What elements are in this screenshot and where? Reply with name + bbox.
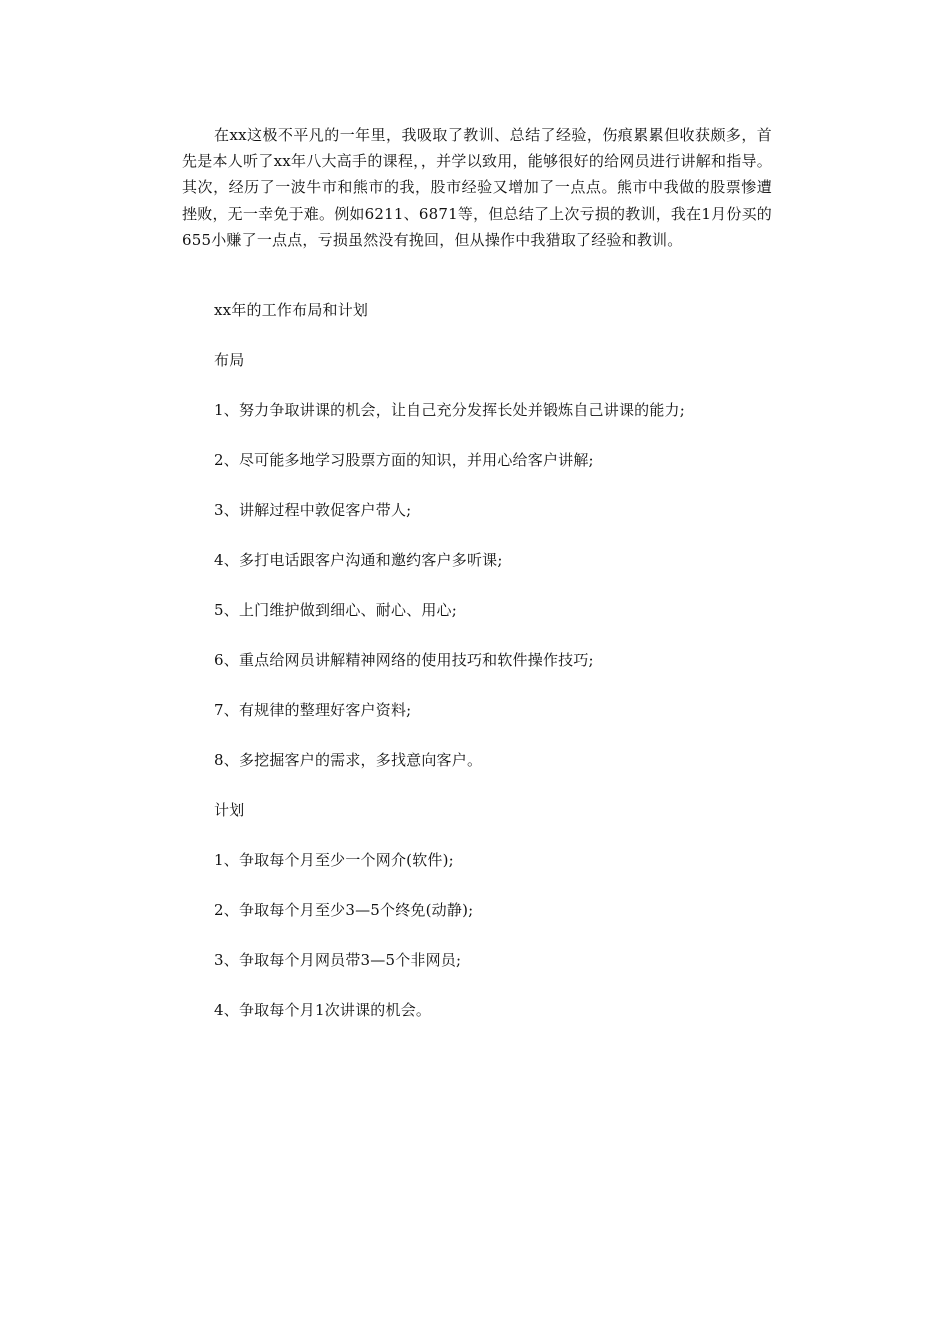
section-title: xx年的工作布局和计划 (214, 301, 369, 319)
layout-item: 3、讲解过程中敦促客户带人; (214, 501, 412, 519)
layout-item: 1、努力争取讲课的机会，让自己充分发挥长处并锻炼自己讲课的能力; (214, 401, 686, 419)
layout-item: 8、多挖掘客户的需求，多找意向客户。 (214, 751, 483, 769)
plan-item: 2、争取每个月至少3—5个终免(动静); (214, 901, 474, 919)
plan-item: 3、争取每个月网员带3—5个非网员; (214, 951, 462, 969)
layout-item: 2、尽可能多地学习股票方面的知识，并用心给客户讲解; (214, 451, 594, 469)
layout-item: 7、有规律的整理好客户资料; (214, 701, 412, 719)
layout-item: 6、重点给网员讲解精神网络的使用技巧和软件操作技巧; (214, 651, 594, 669)
document-body (182, 122, 772, 1019)
plan-item: 4、争取每个月1次讲课的机会。 (214, 1001, 432, 1019)
layout-item: 5、上门维护做到细心、耐心、用心; (214, 601, 457, 619)
plan-item: 1、争取每个月至少一个网介(软件); (214, 851, 454, 869)
plan-heading: 计划 (214, 801, 245, 819)
layout-item: 4、多打电话跟客户沟通和邀约客户多听课; (214, 551, 503, 569)
layout-heading: 布局 (214, 351, 245, 369)
intro-paragraph: 在xx这极不平凡的一年里，我吸取了教训、总结了经验，伤痕累累但收获颇多，首先是本人听了xx年八大高手的课程，，并学以致用，能够很好的给网员进行讲解和指导。其次，经历了一波牛市和熊市的我，股市经验又增加了一点点。熊市中我做的股票惨遭挫败，无一幸免于难。例如6211、6871等，但总结了上次亏损的教训，我在1月份买的655小赚了一点点，亏损虽然没有挽回，但从操作中我猎取了经验和教训。 (182, 126, 772, 249)
